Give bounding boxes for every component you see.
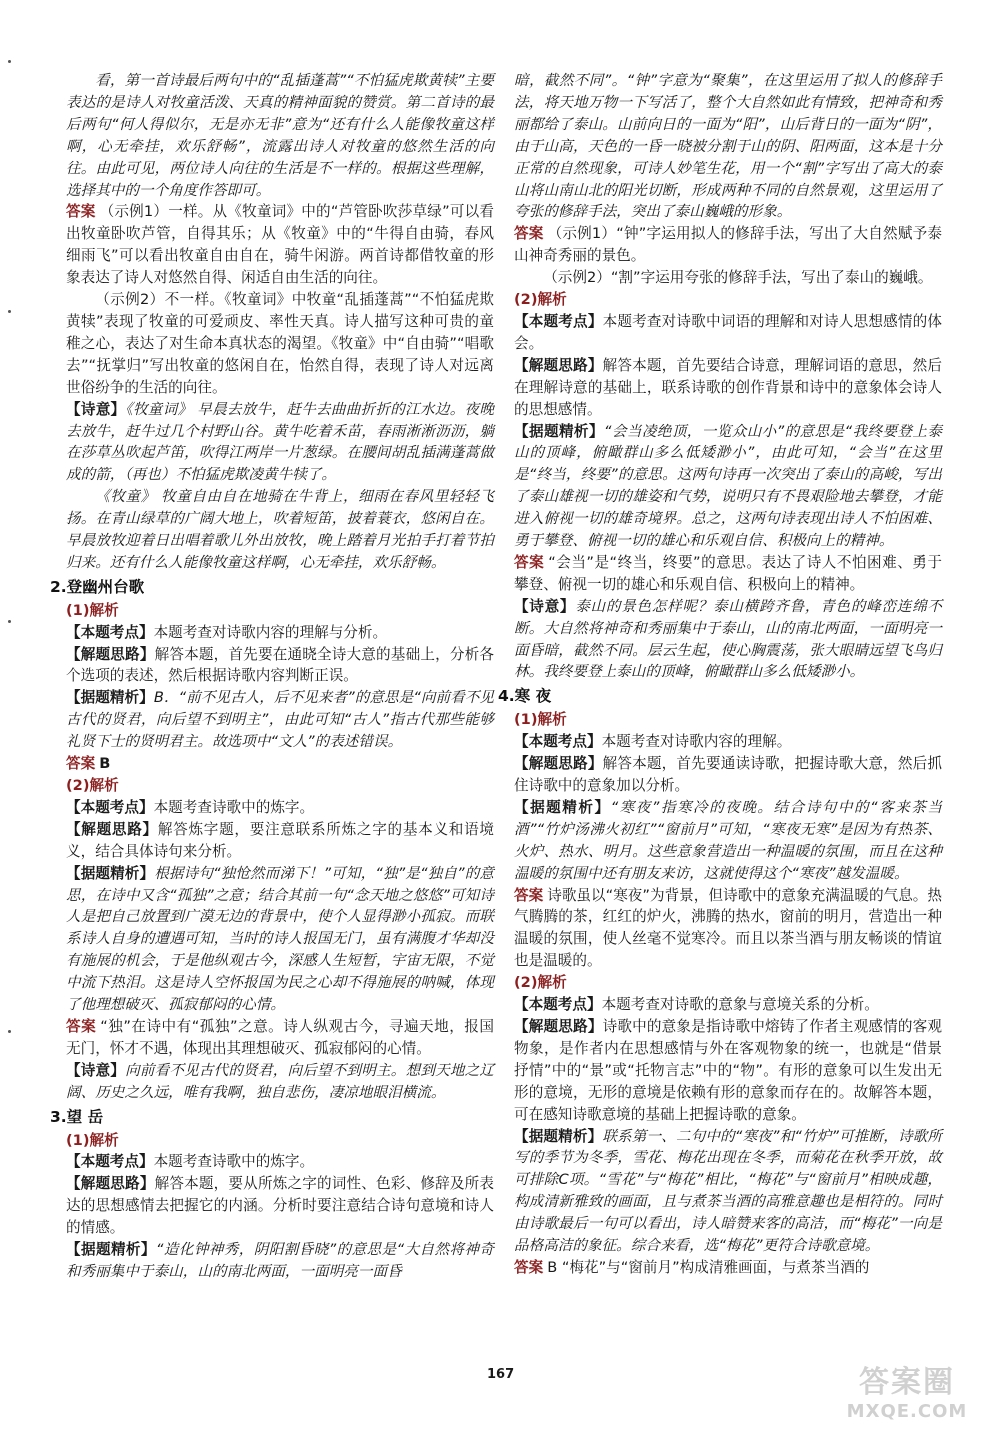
text: B．“前不见古人，后不见来者”的意思是“向前看不见古代的贤君，向后望不到明主”，由此可知“古人”指古代那些能够礼贤下士的贤明君主。故选项中“文人”的表述错误。 (66, 689, 494, 751)
label-jingxi: 【据题精析】 (514, 1127, 603, 1145)
left-column (50, 70, 494, 1283)
answer-text: “独”在诗中有“孤独”之意。诗人纵观古今，寻遍天地，报国无门，怀才不遇，体现出其理想破灭、孤寂郁闷的心情。 (66, 1017, 494, 1057)
label-jingxi: 【据题精析】 (514, 422, 604, 440)
text: “寒夜”指寒冷的夜晚。结合诗句中的“客来茶当酒”“竹炉汤沸火初红”“窗前月”可知，“寒夜无寒”是因为有热茶、火炉、热水、明月。这些意象营造出一种温暖的氛围，而且在这种温暖的氛围中还有朋友来访，这就使得这个“寒夜”越发温暖。 (514, 798, 942, 882)
label-kaodian: 【本题考点】 (514, 733, 602, 751)
paragraph: 暗，截然不同”。“钟”字意为“聚集”，在这里运用了拟人的修辞手法，将天地万物一下写活了，整个大自然如此有情致，把神奇和秀丽都给了泰山。山前向日的一面为“阳”，山后背日的一面为“阴”，由于山高，天色的一昏一晓被分割于山的阴、阳两面，这本是十分正常的自然现象，可诗人妙笔生花，用一个“割”字写出了高大的泰山将山南山北的阳光切断，形成两种不同的自然景观，这里运用了夸张的修辞手法，突出了泰山巍峨的形象。 (514, 72, 942, 221)
label-silu: 【解题思路】 (66, 1175, 155, 1193)
label-kaodian: 【本题考点】 (514, 312, 603, 330)
label-kaodian: 【本题考点】 (514, 996, 602, 1014)
text: 本题考查对诗歌的意象与意境关系的分析。 (601, 996, 879, 1014)
text: 解答本题，首先要通读诗歌，把握诗歌大意，然后抓住诗歌中的意象加以分析。 (514, 755, 942, 794)
question-heading: (2)解析 (66, 777, 119, 794)
poem-meaning-text: 《牧童词》 早晨去放牛，赶牛去曲曲折折的江水边。夜晚去放牛，赶牛过几个村野山谷。黄牛吃着禾苗，春雨淅淅沥沥，躺在莎草丛吹起芦笛，吹得江两岸一片葱绿。在腰间胡乱插满蓬蒿做成的箭，（再也）不怕猛虎欺凌黄牛犊了。 (66, 400, 494, 484)
text: 本题考查对诗歌内容的理解与分析。 (153, 623, 388, 641)
page-number: 167 (487, 1367, 515, 1382)
label-kaodian: 【本题考点】 (66, 798, 154, 816)
watermark-logo (822, 1365, 992, 1427)
answer-label: 答案 (514, 886, 544, 904)
text: 联系第一、二句中的“寒夜”和“竹炉”可推断，诗歌所写的季节为冬季，雪花、梅花出现在冬季，而菊花在秋季开放，故可排除C项。“雪花”与“梅花”相比，“梅花”与“窗前月”相映成趣，构成清新雅致的画面，且与煮茶当酒的高雅意趣也是相符的。同时由诗歌最后一句可以看出，诗人暗赞来客的高洁，而“梅花”一向是品格高洁的象征。综合来看，选“梅花”更符合诗歌意境。 (514, 1127, 942, 1255)
answer-text: （示例1）一样。从《牧童词》中的“芦管卧吹莎草绿”可以看出牧童卧吹芦管，自得其乐；从《牧童》中的“牛得自由骑，春风细雨飞”可以看出牧童自由自在，骑牛闲游。两首诗都借牧童的形象表达了诗人对悠然自得、闲适自由生活的向往。 (66, 203, 494, 287)
text: 本题考查对诗歌内容的理解。 (601, 733, 792, 751)
label-silu: 【解题思路】 (66, 820, 158, 838)
answer-label: 答案 (514, 1258, 544, 1276)
label-silu: 【解题思路】 (66, 645, 155, 663)
margin-dot (8, 60, 11, 63)
watermark-url: MXQE.COM (846, 1401, 968, 1422)
answer-label: 答案 (514, 553, 545, 571)
label-jingxi: 【据题精析】 (66, 689, 154, 707)
text: “会当凌绝顶，一览众山小”的意思是“我终要登上泰山的顶峰，俯瞰群山多么低矮渺小”，由此可知，“会当”在这里是“终当，终要”的意思。这两句诗再一次突出了泰山的高峻，写出了泰山雄视一切的雄姿和气势，说明只有不畏艰险地去攀登，才能进入俯视一切的雄奇境界。总之，这两句诗表现出诗人不怕困难、勇于攀登、俯视一切的雄心和乐观自信、积极向上的精神。 (514, 422, 942, 550)
question-heading: (2)解析 (514, 291, 567, 309)
text: 诗歌中的意象是指诗歌中熔铸了作者主观感情的客观物象，是作者内在思想感情与外在客观物象的统一，也就是“借景抒情”中的“景”或“托物言志”中的“物”。有形的意象可以生发出无形的意境，无形的意境是依赖有形的意象而存在的。故解答本题，可在感知诗歌意境的基础上把握诗歌的意象。 (514, 1017, 942, 1123)
margin-dot (8, 1030, 11, 1033)
answer-label: 答案 (514, 225, 544, 243)
answer-label: 答案 (66, 1017, 97, 1035)
label-jingxi: 【据题精析】 (514, 798, 611, 816)
text: 解答本题，首先要结合诗意，理解词语的意思，然后在理解诗意的基础上，联系诗歌的创作背景和诗中的意象体会诗人的思想感情。 (514, 356, 942, 418)
label-jingxi: 【据题精析】 (66, 864, 155, 882)
poem-meaning-label: 【诗意】 (514, 597, 576, 615)
text: 本题考查诗歌中的炼字。 (153, 798, 315, 816)
poem-meaning-label: 【诗意】 (66, 400, 126, 418)
poem-meaning-label: 【诗意】 (66, 1061, 126, 1079)
label-silu: 【解题思路】 (514, 356, 603, 374)
answer-text: 诗歌虽以“寒夜”为背景，但诗歌中的意象充满温暖的气息。热气腾腾的茶，红红的炉火，沸腾的热水，窗前的明月，营造出一种温暖的氛围，使人丝毫不觉寒冷。而且以茶当酒与朋友畅谈的情谊也是温暖的。 (514, 886, 942, 970)
poem-meaning-text: 向前看不见古代的贤君，向后望不到明主。想到天地之辽阔、历史之久远，唯有我啊，独自悲伤，凄凉地眼泪横流。 (66, 1061, 494, 1101)
label-silu: 【解题思路】 (514, 755, 603, 773)
text: 解答炼字题，要注意联系所炼之字的基本义和语境义，结合具体诗句来分析。 (66, 820, 494, 860)
section-heading: 3.望 岳 (50, 1107, 104, 1126)
section-heading: 4.寒 夜 (498, 687, 552, 706)
paragraph: 看，第一首诗最后两句中的“乱插蓬蒿”“不怕猛虎欺黄犊”主要表达的是诗人对牧童活泼、天真的精神面貌的赞赏。第二首诗的最后两句“何人得似尔，无是亦无非”意为“还有什么人能像牧童这样啊，心无牵挂，欢乐舒畅”，流露出诗人对牧童的悠然生活的向往。由此可见，两位诗人向往的生活是不一样的。根据这些理解，选择其中的一个角度作答即可。 (66, 72, 494, 199)
answer-text: （示例2）不一样。《牧童词》中牧童“乱插蓬蒿”“不怕猛虎欺黄犊”表现了牧童的可爱顽皮、率性天真。诗人描写这种可贵的童稚之心，表达了对生命本真状态的渴望。《牧童》中“自由骑”“唱歌去”“抚掌归”写出牧童的悠闲自在，怡然自得，表现了诗人对远离世俗纷争的生活的向往。 (66, 291, 494, 396)
text: 解答本题，首先要在通晓全诗大意的基础上，分析各个选项的表述，然后根据诗歌内容判断正误。 (66, 645, 494, 685)
section-heading: 2.登幽州台歌 (50, 577, 145, 596)
answer-text: （示例2）“割”字运用夸张的修辞手法，写出了泰山的巍峨。 (543, 269, 933, 287)
answer-text: B “梅花”与“窗前月”构成清雅画面，与煮茶当酒的 (547, 1258, 870, 1276)
watermark-text: 答案圈 (859, 1365, 955, 1400)
answer-text: （示例1）“钟”字运用拟人的修辞手法，写出了大自然赋予泰山神奇秀丽的景色。 (514, 225, 942, 265)
text: 本题考查对诗歌中词语的理解和对诗人思想感情的体会。 (514, 312, 942, 352)
question-heading: (2)解析 (514, 974, 567, 992)
answer-text: “会当”是“终当，终要”的意思。表达了诗人不怕困难、勇于攀登、俯视一切的雄心和乐观自信、积极向上的精神。 (514, 553, 942, 593)
answer-label: 答案 (66, 755, 96, 773)
label-kaodian: 【本题考点】 (66, 623, 154, 641)
margin-dot (8, 620, 11, 623)
text: “造化钟神秀，阴阳割昏晓”的意思是“大自然将神奇和秀丽集中于泰山，山的南北两面，一面明亮一面昏 (66, 1241, 494, 1280)
text: 本题考查诗歌中的炼字。 (153, 1153, 315, 1171)
poem-meaning-text: 《牧童》 牧童自由自在地骑在牛背上，细雨在春风里轻轻飞扬。在青山绿草的广阔大地上，吹着短笛，披着蓑衣，悠闲自在。早晨放牧迎着日出唱着歌儿外出放牧，晚上踏着月光拍手打着节拍归来。还有什么人能像牧童这样啊，心无牵挂，欢乐舒畅。 (66, 488, 494, 571)
question-heading: (1)解析 (66, 601, 119, 619)
label-kaodian: 【本题考点】 (66, 1153, 154, 1171)
text: 根据诗句“独怆然而涕下！”可知，“独”是“独自”的意思，在诗中又含“孤独”之意；结合其前一句“念天地之悠悠”可知诗人是把自己放置到广漠无边的背景中，使个人显得渺小孤寂。而联系诗人自身的遭遇可知，当时的诗人报国无门，虽有满腹才华却没有施展的机会，于是他纵观古今，深感人生短暂，宇宙无限，不觉中流下热泪。这是诗人空怀报国为民之心却不得施展的呐喊，体现了他理想破灭、孤寂郁闷的心情。 (66, 864, 494, 1014)
answer-label: 答案 (66, 203, 96, 221)
question-heading: (1)解析 (66, 1131, 119, 1149)
answer-text: B (99, 755, 111, 773)
label-silu: 【解题思路】 (514, 1017, 603, 1035)
poem-meaning-text: 泰山的景色怎样呢？泰山横跨齐鲁，青色的峰峦连绵不断。大自然将神奇和秀丽集中于泰山，山的南北两面，一面明亮一面昏暗，截然不同。层云生起，使心胸震荡，张大眼睛远望飞鸟归林。我终要登上泰山的顶峰，俯瞰群山多么低矮渺小。 (514, 597, 942, 681)
margin-dot (8, 310, 11, 313)
question-heading: (1)解析 (514, 711, 567, 729)
right-column (498, 70, 942, 1279)
label-jingxi: 【据题精析】 (66, 1241, 156, 1259)
text: 解答本题，要从所炼之字的词性、色彩、修辞及所表达的思想感情去把握它的内涵。分析时要注意结合诗句意境和诗人的情感。 (66, 1175, 494, 1237)
